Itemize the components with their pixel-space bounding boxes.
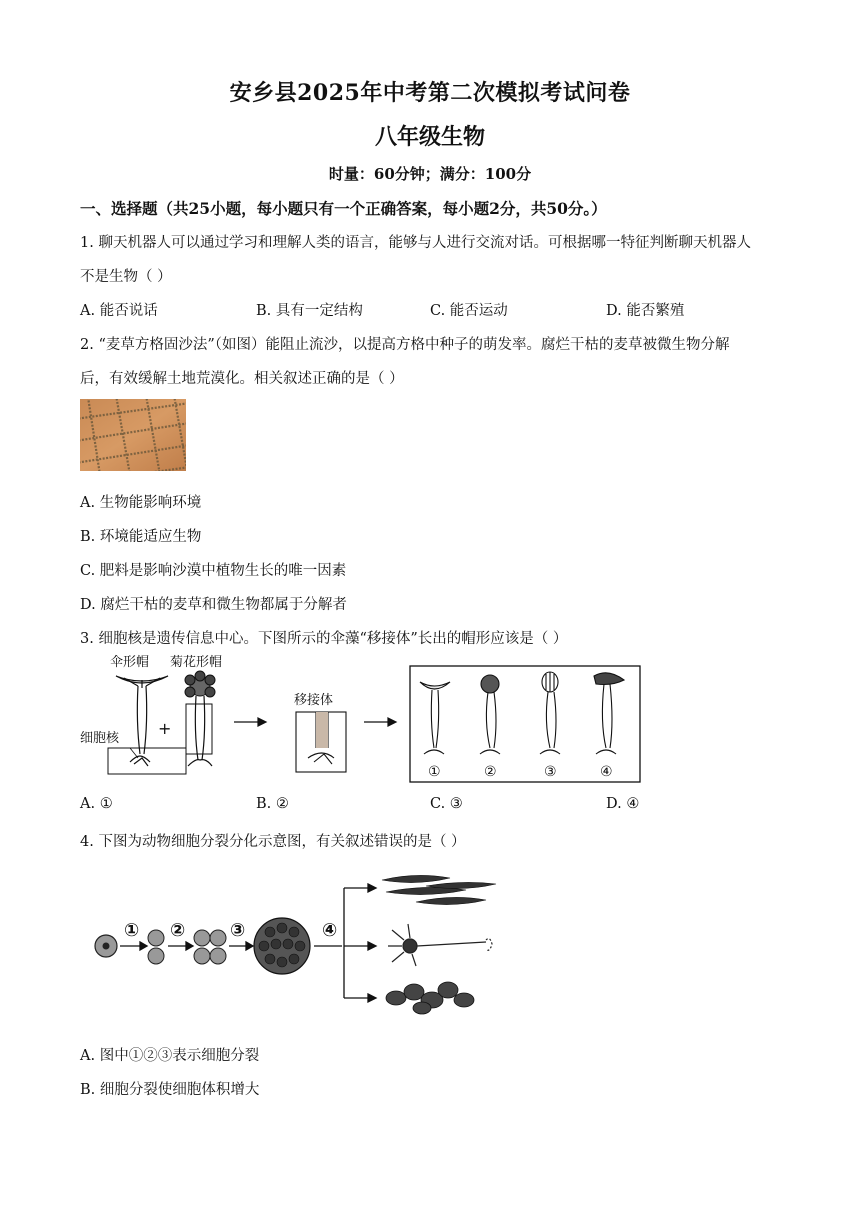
muscle-cells: [382, 875, 496, 904]
q3-option-d[interactable]: D. ④: [606, 796, 640, 812]
acetabularia-graft-figure: [78, 652, 648, 787]
step-3-label: ③: [230, 920, 246, 941]
q3-stem: 3. 细胞核是遗传信息中心。下图所示的伞藻“移接体”长出的帽形应该是（ ）: [80, 631, 568, 647]
neuron-cell: [388, 924, 492, 966]
step-1-label: ①: [124, 920, 140, 941]
step-4-label: ④: [322, 920, 338, 941]
time-score-line: 时量：60分钟；满分：100分: [328, 165, 532, 183]
exam-title: 安乡县2025年中考第二次模拟考试问卷: [229, 80, 631, 106]
section-heading: 一、选择题（共25小题，每小题只有一个正确答案，每小题2分，共50分。）: [80, 199, 607, 218]
chrysanthemum-cap-alga: [185, 671, 215, 697]
q1-option-c[interactable]: C. 能否运动: [430, 303, 508, 319]
four-cells: [194, 930, 226, 964]
q1-stem-line1: 1. 聊天机器人可以通过学习和理解人类的语言，能够与人进行交流对话。可根据哪一特征判断聊天机器人: [80, 235, 751, 251]
result-1-label: ①: [428, 764, 441, 780]
q4-option-b[interactable]: B. 细胞分裂使细胞体积增大: [80, 1082, 260, 1098]
label-graft: 移接体: [294, 693, 334, 708]
subject-title: 八年级生物: [374, 124, 485, 150]
q1-option-d[interactable]: D. 能否繁殖: [606, 303, 685, 319]
q3-option-a[interactable]: A. ①: [80, 796, 113, 812]
q4-stem: 4. 下图为动物细胞分裂分化示意图，有关叙述错误的是（ ）: [80, 834, 466, 850]
cell-division-figure: [86, 866, 516, 1026]
q2-stem-line2: 后，有效缓解土地荒漠化。相关叙述正确的是（ ）: [80, 371, 404, 387]
q3-option-b[interactable]: B. ②: [256, 796, 289, 812]
result-4-label: ④: [600, 764, 613, 780]
two-cells: [148, 930, 164, 964]
q1-option-a[interactable]: A. 能否说话: [80, 303, 158, 319]
q3-option-c[interactable]: C. ③: [430, 796, 463, 812]
q2-option-d[interactable]: D. 腐烂干枯的麦草和微生物都属于分解者: [80, 597, 347, 613]
q1-option-b[interactable]: B. 具有一定结构: [256, 303, 363, 319]
q2-option-a[interactable]: A. 生物能影响环境: [80, 495, 202, 511]
blood-cells: [386, 982, 474, 1014]
straw-grid-photo: [80, 399, 186, 471]
result-3-label: ③: [544, 764, 557, 780]
plus-sign: +: [158, 719, 172, 738]
q2-option-c[interactable]: C. 肥料是影响沙漠中植物生长的唯一因素: [80, 563, 347, 579]
label-chrysanthemum-cap: 菊花形帽: [170, 655, 223, 670]
step-2-label: ②: [170, 920, 186, 941]
label-umbrella-cap: 伞形帽: [110, 655, 150, 670]
q4-option-a[interactable]: A. 图中①②③表示细胞分裂: [80, 1048, 260, 1064]
graft-body: [296, 712, 346, 772]
q2-stem-line1: 2. “麦草方格固沙法”（如图）能阻止流沙，以提高方格中种子的萌发率。腐烂干枯的麦草被微生物分解: [80, 337, 730, 353]
q2-option-b[interactable]: B. 环境能适应生物: [80, 529, 202, 545]
q1-stem-line2: 不是生物（ ）: [80, 269, 172, 285]
result-2-label: ②: [484, 764, 497, 780]
label-nucleus: 细胞核: [80, 731, 120, 746]
